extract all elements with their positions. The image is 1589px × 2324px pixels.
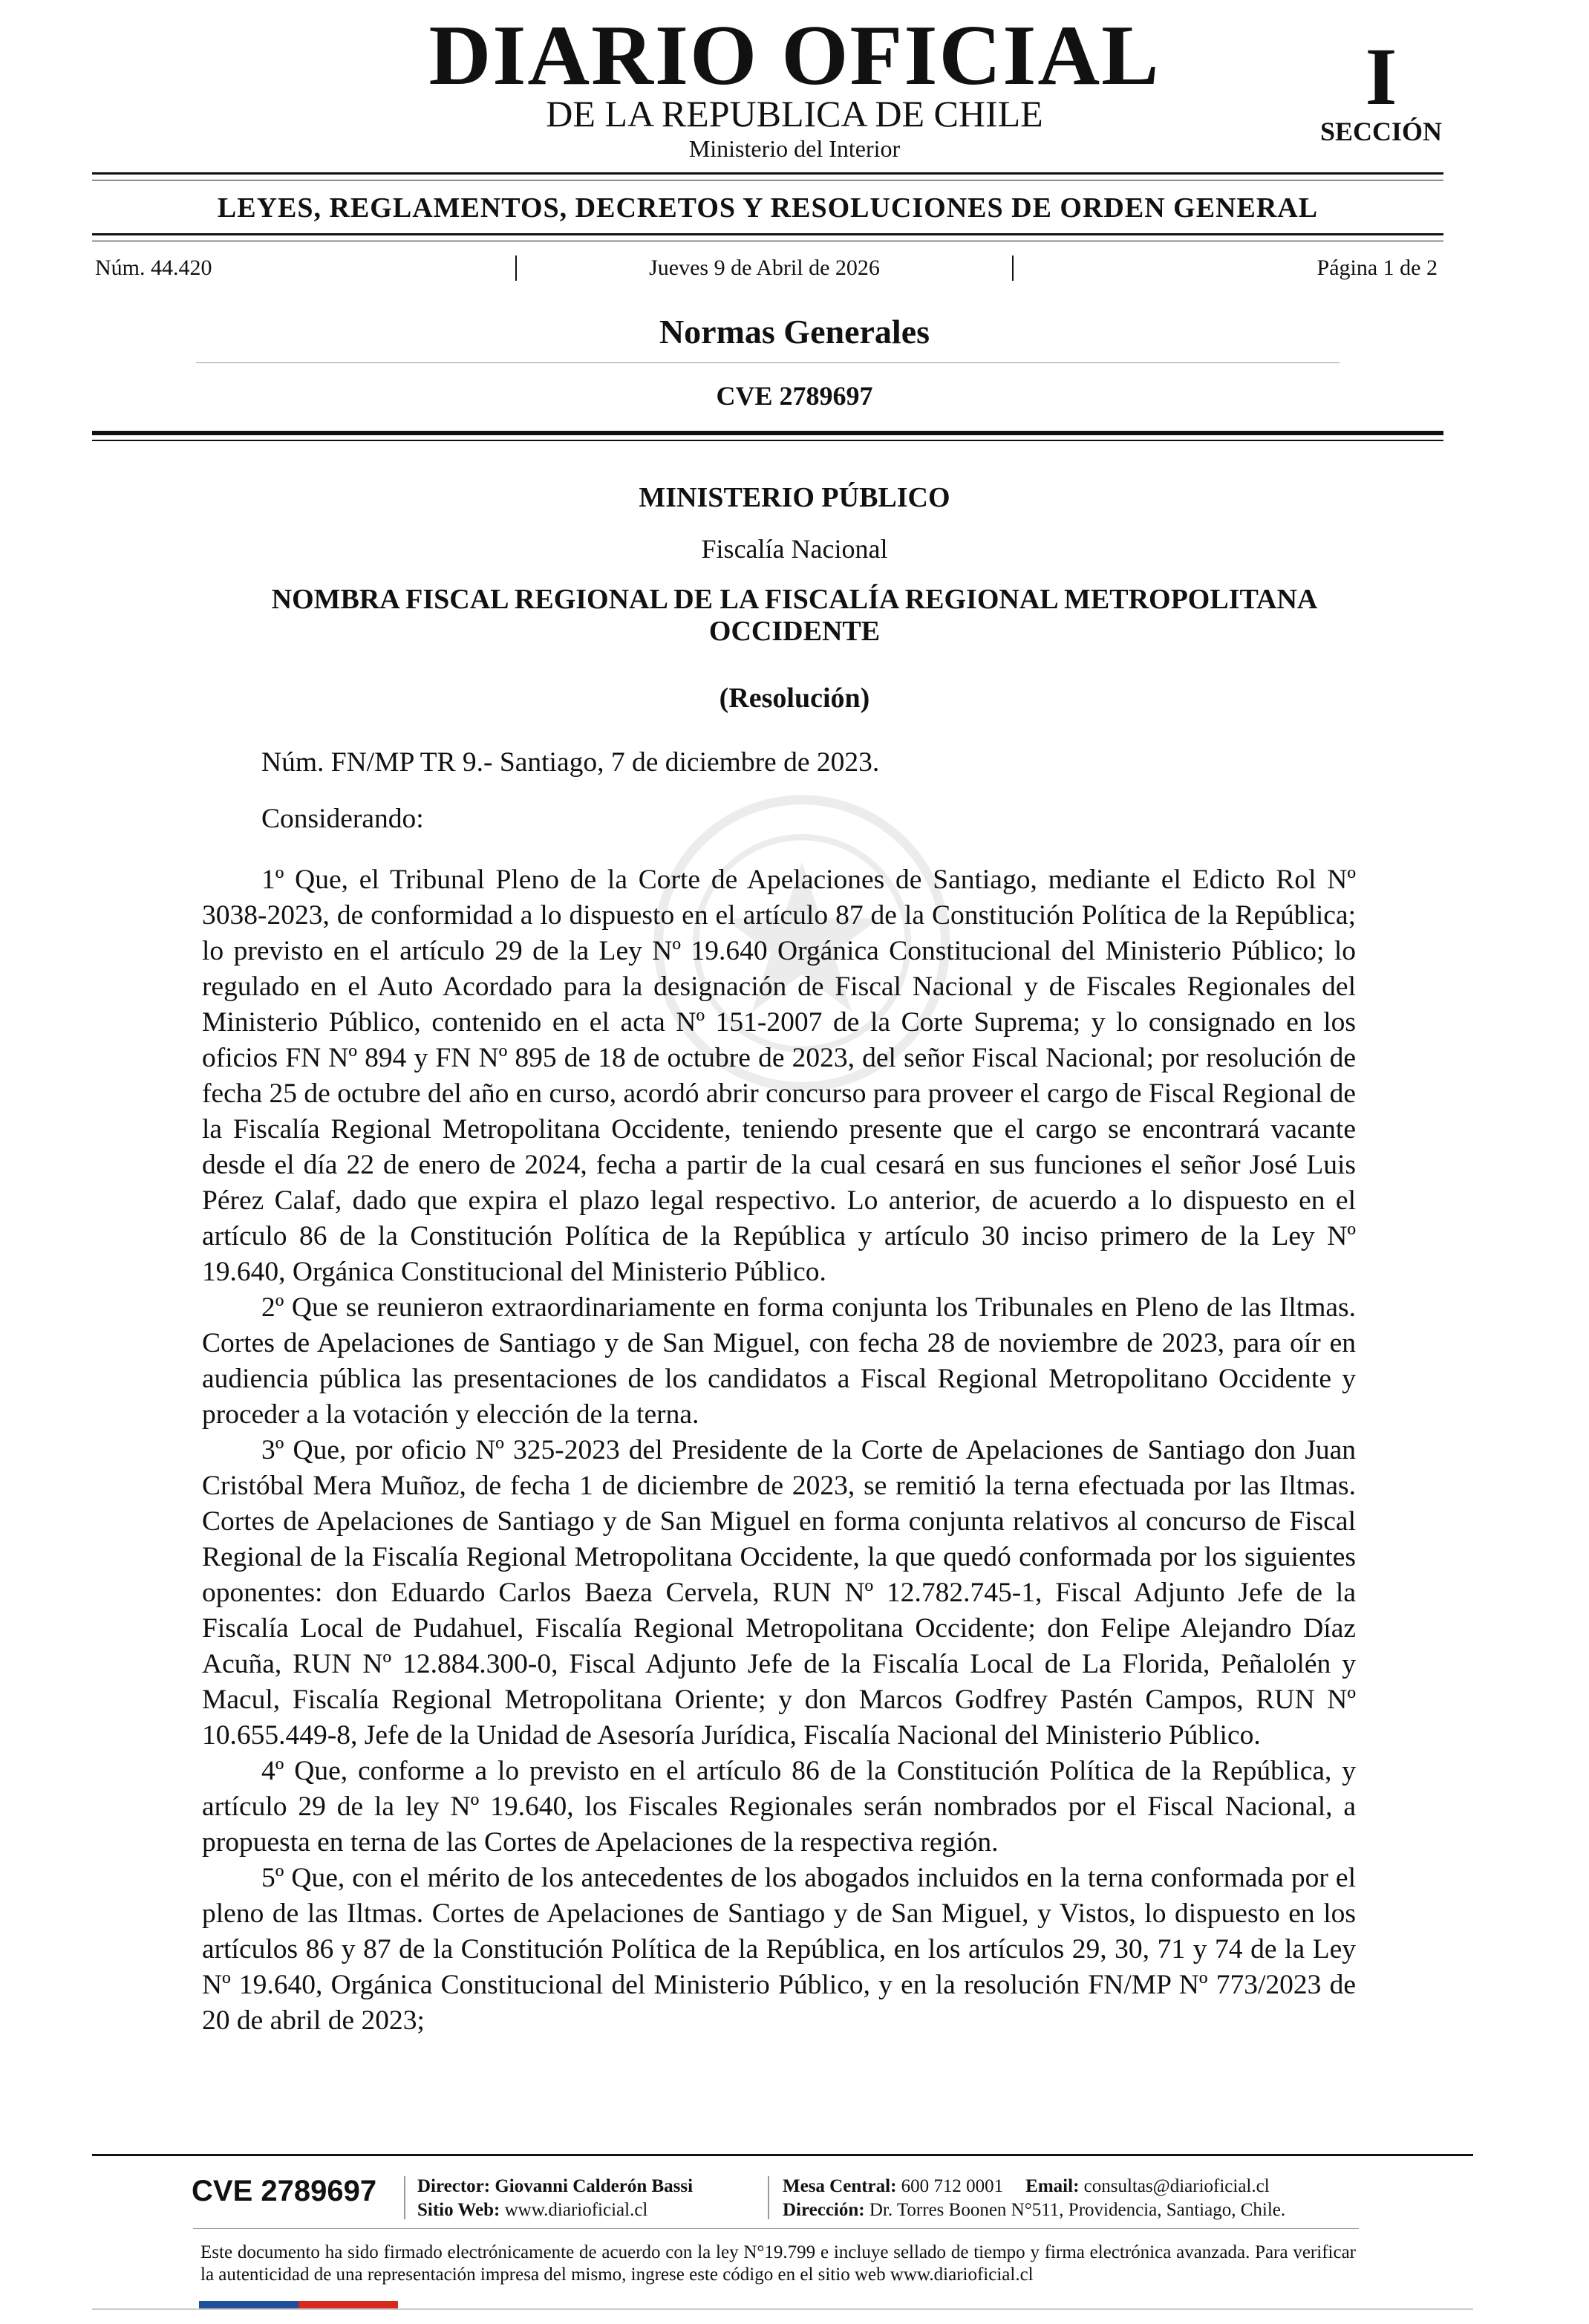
address: Dr. Torres Boonen N°511, Providencia, Santiago, Chile. <box>869 2200 1286 2220</box>
paragraph-3: 3º Que, por oficio Nº 325-2023 del Presidente de la Corte de Apelaciones de Santiago don Juan Cristóbal Mera Muñoz, de fecha 1 de diciembre de 2023, se remitió la terna efectuada por las Iltmas. Cortes de Apelaciones de Santiago y de San Miguel en forma conjunta relativos al concurso de Fiscal Regional de la Fiscalía Regional Metropolitana Occidente, la que quedó conformada por los siguientes oponentes: don Eduardo Carlos Baeza Cervela, RUN Nº 12.782.745-1, Fiscal Adjunto Jefe de la Fiscalía Local de Pudahuel, Fiscalía Regional Metropolitana Occidente; don Felipe Alejandro Díaz Acuña, RUN Nº 12.884.300-0, Fiscal Adjunto Jefe de la Fiscalía Local de La Florida, Peñalolén y Macul, Fiscalía Regional Metropolitana Oriente; y don Marcos Godfrey Pastén Campos, RUN Nº 10.655.449-8, Jefe de la Unidad de Asesoría Jurídica, Fiscalía Nacional del Ministerio Público. <box>202 1435 1356 1751</box>
footer-rule <box>92 2154 1473 2156</box>
footer-contact-block: Mesa Central: 600 712 0001 Email: consultas@diarioficial.cl Dirección: Dr. Torres Boonen N°511, Providencia, Santiago, Chile. <box>783 2176 1286 2220</box>
footer-bottom-rule <box>92 2308 1473 2310</box>
issue-date: Jueves 9 de Abril de 2026 <box>649 255 880 280</box>
section-heading: Normas Generales <box>659 313 930 351</box>
resolution-number-line: Núm. FN/MP TR 9.- Santiago, 7 de diciembre de 2023. <box>261 747 880 778</box>
phone-number: 600 712 0001 <box>901 2176 1004 2196</box>
cve-code: CVE 2789697 <box>716 381 873 411</box>
footer-divider <box>404 2176 405 2219</box>
separator <box>515 255 517 281</box>
email-link[interactable]: consultas@diarioficial.cl <box>1083 2176 1270 2196</box>
content-rule-thick <box>92 431 1443 435</box>
banner-title: LEYES, REGLAMENTOS, DECRETOS Y RESOLUCIONES DE ORDEN GENERAL <box>217 192 1319 224</box>
document-body <box>202 745 1356 2039</box>
footer-divider <box>768 2176 769 2219</box>
footer-director-block: Director: Giovanni Calderón Bassi Sitio Web: www.diarioficial.cl <box>417 2176 694 2220</box>
section-number: I <box>1365 31 1397 122</box>
paragraph-1: 1º Que, el Tribunal Pleno de la Corte de Apelaciones de Santiago, mediante el Edicto Rol Nº 3038-2023, de conformidad a lo dispuesto en el artículo 87 de la Constitución Política de la República; lo previsto en el artículo 29 de la Ley Nº 19.640 Orgánica Constitucional del Ministerio Público; lo regulado en el Auto Acordado para la designación de Fiscal Nacional y de Fiscales Regionales del Ministerio Público, contenido en el acta Nº 151-2007 de la Corte Suprema; y lo consignado en los oficios FN Nº 894 y FN Nº 895 de 18 de octubre de 2023, del señor Fiscal Nacional; por resolución de fecha 25 de octubre del año en curso, acordó abrir concurso para proveer el cargo de Fiscal Regional de la Fiscalía Regional Metropolitana Occidente, teniendo presente que el cargo se encontrará vacante desde el día 22 de enero de 2024, fecha a partir de la cual cesará en sus funciones el señor José Luis Pérez Calaf, dado que expira el plazo legal respectivo. Lo anterior, de acuerdo a lo dispuesto en el artículo 86 de la Constitución Política de la República y artículo 30 inciso primero de la Ley Nº 19.640, Orgánica Constitucional del Ministerio Público. <box>202 865 1356 1287</box>
masthead-subtitle: DE LA REPUBLICA DE CHILE <box>546 93 1043 134</box>
footer-cve-code: CVE 2789697 <box>192 2175 377 2207</box>
office-name: Fiscalía Nacional <box>701 534 888 564</box>
separator <box>1012 255 1014 281</box>
page-indicator: Página 1 de 2 <box>1316 255 1438 280</box>
paragraph-2: 2º Que se reunieron extraordinariamente en forma conjunta los Tribunales en Pleno de las Iltmas. Cortes de Apelaciones de Santiago y de San Miguel, con fecha 28 de noviembre de 2023, para oír en audiencia pública las presentaciones de los candidatos a Fiscal Regional Metropolitano Occidente y proceder a la votación y elección de la terna. <box>202 1292 1356 1430</box>
header-rule-top <box>92 172 1443 175</box>
considering-label: Considerando: <box>261 804 424 834</box>
heading-divider <box>196 362 1340 363</box>
footer-divider-line <box>193 2228 1359 2229</box>
footer-legal-notice: Este documento ha sido firmado electrónicamente de acuerdo con la ley N°19.799 e incluye sellado de tiempo y firma electrónica avanzada. Para verificar la autenticidad de una representación impresa del mismo, ingrese este código en el sitio web www.diarioficial.cl <box>200 2242 1356 2285</box>
header-rule-mid <box>92 233 1443 235</box>
masthead-ministry: Ministerio del Interior <box>688 135 901 162</box>
paragraph-4: 4º Que, conforme a lo previsto en el artículo 86 de la Constitución Política de la República, y artículo 29 de la ley Nº 19.640, los Fiscales Regionales serán nombrados por el Fiscal Nacional, a propuesta en terna de las Cortes de Apelaciones de la respectiva región. <box>202 1756 1356 1858</box>
issue-info-bar <box>92 255 1443 281</box>
flag-stripe-red <box>298 2301 398 2308</box>
institution: MINISTERIO PÚBLICO <box>639 482 950 513</box>
masthead-title: DIARIO OFICIAL <box>428 8 1161 103</box>
issue-number: Núm. 44.420 <box>95 255 212 280</box>
resolution-type: (Resolución) <box>719 683 870 714</box>
document-title: NOMBRA FISCAL REGIONAL DE LA FISCALÍA REGIONAL METROPOLITANA OCCIDENTE <box>271 584 1318 647</box>
content-rule-thin <box>92 440 1443 441</box>
website-link[interactable]: www.diarioficial.cl <box>504 2200 648 2220</box>
flag-stripe-blue <box>199 2301 298 2308</box>
section-label: SECCIÓN <box>1319 117 1443 146</box>
paragraph-5: 5º Que, con el mérito de los antecedentes de los abogados incluidos en la terna conformada por el pleno de las Iltmas. Cortes de Apelaciones de Santiago y de San Miguel, y Vistos, lo dispuesto en los artículos 86 y 87 de la Constitución Política de la República, en los artículos 29, 30, 71 y 74 de la Ley Nº 19.640, Orgánica Constitucional del Ministerio Público, y en la resolución FN/MP Nº 773/2023 de 20 de abril de 2023; <box>202 1863 1356 2036</box>
director-name: Giovanni Calderón Bassi <box>495 2176 694 2196</box>
